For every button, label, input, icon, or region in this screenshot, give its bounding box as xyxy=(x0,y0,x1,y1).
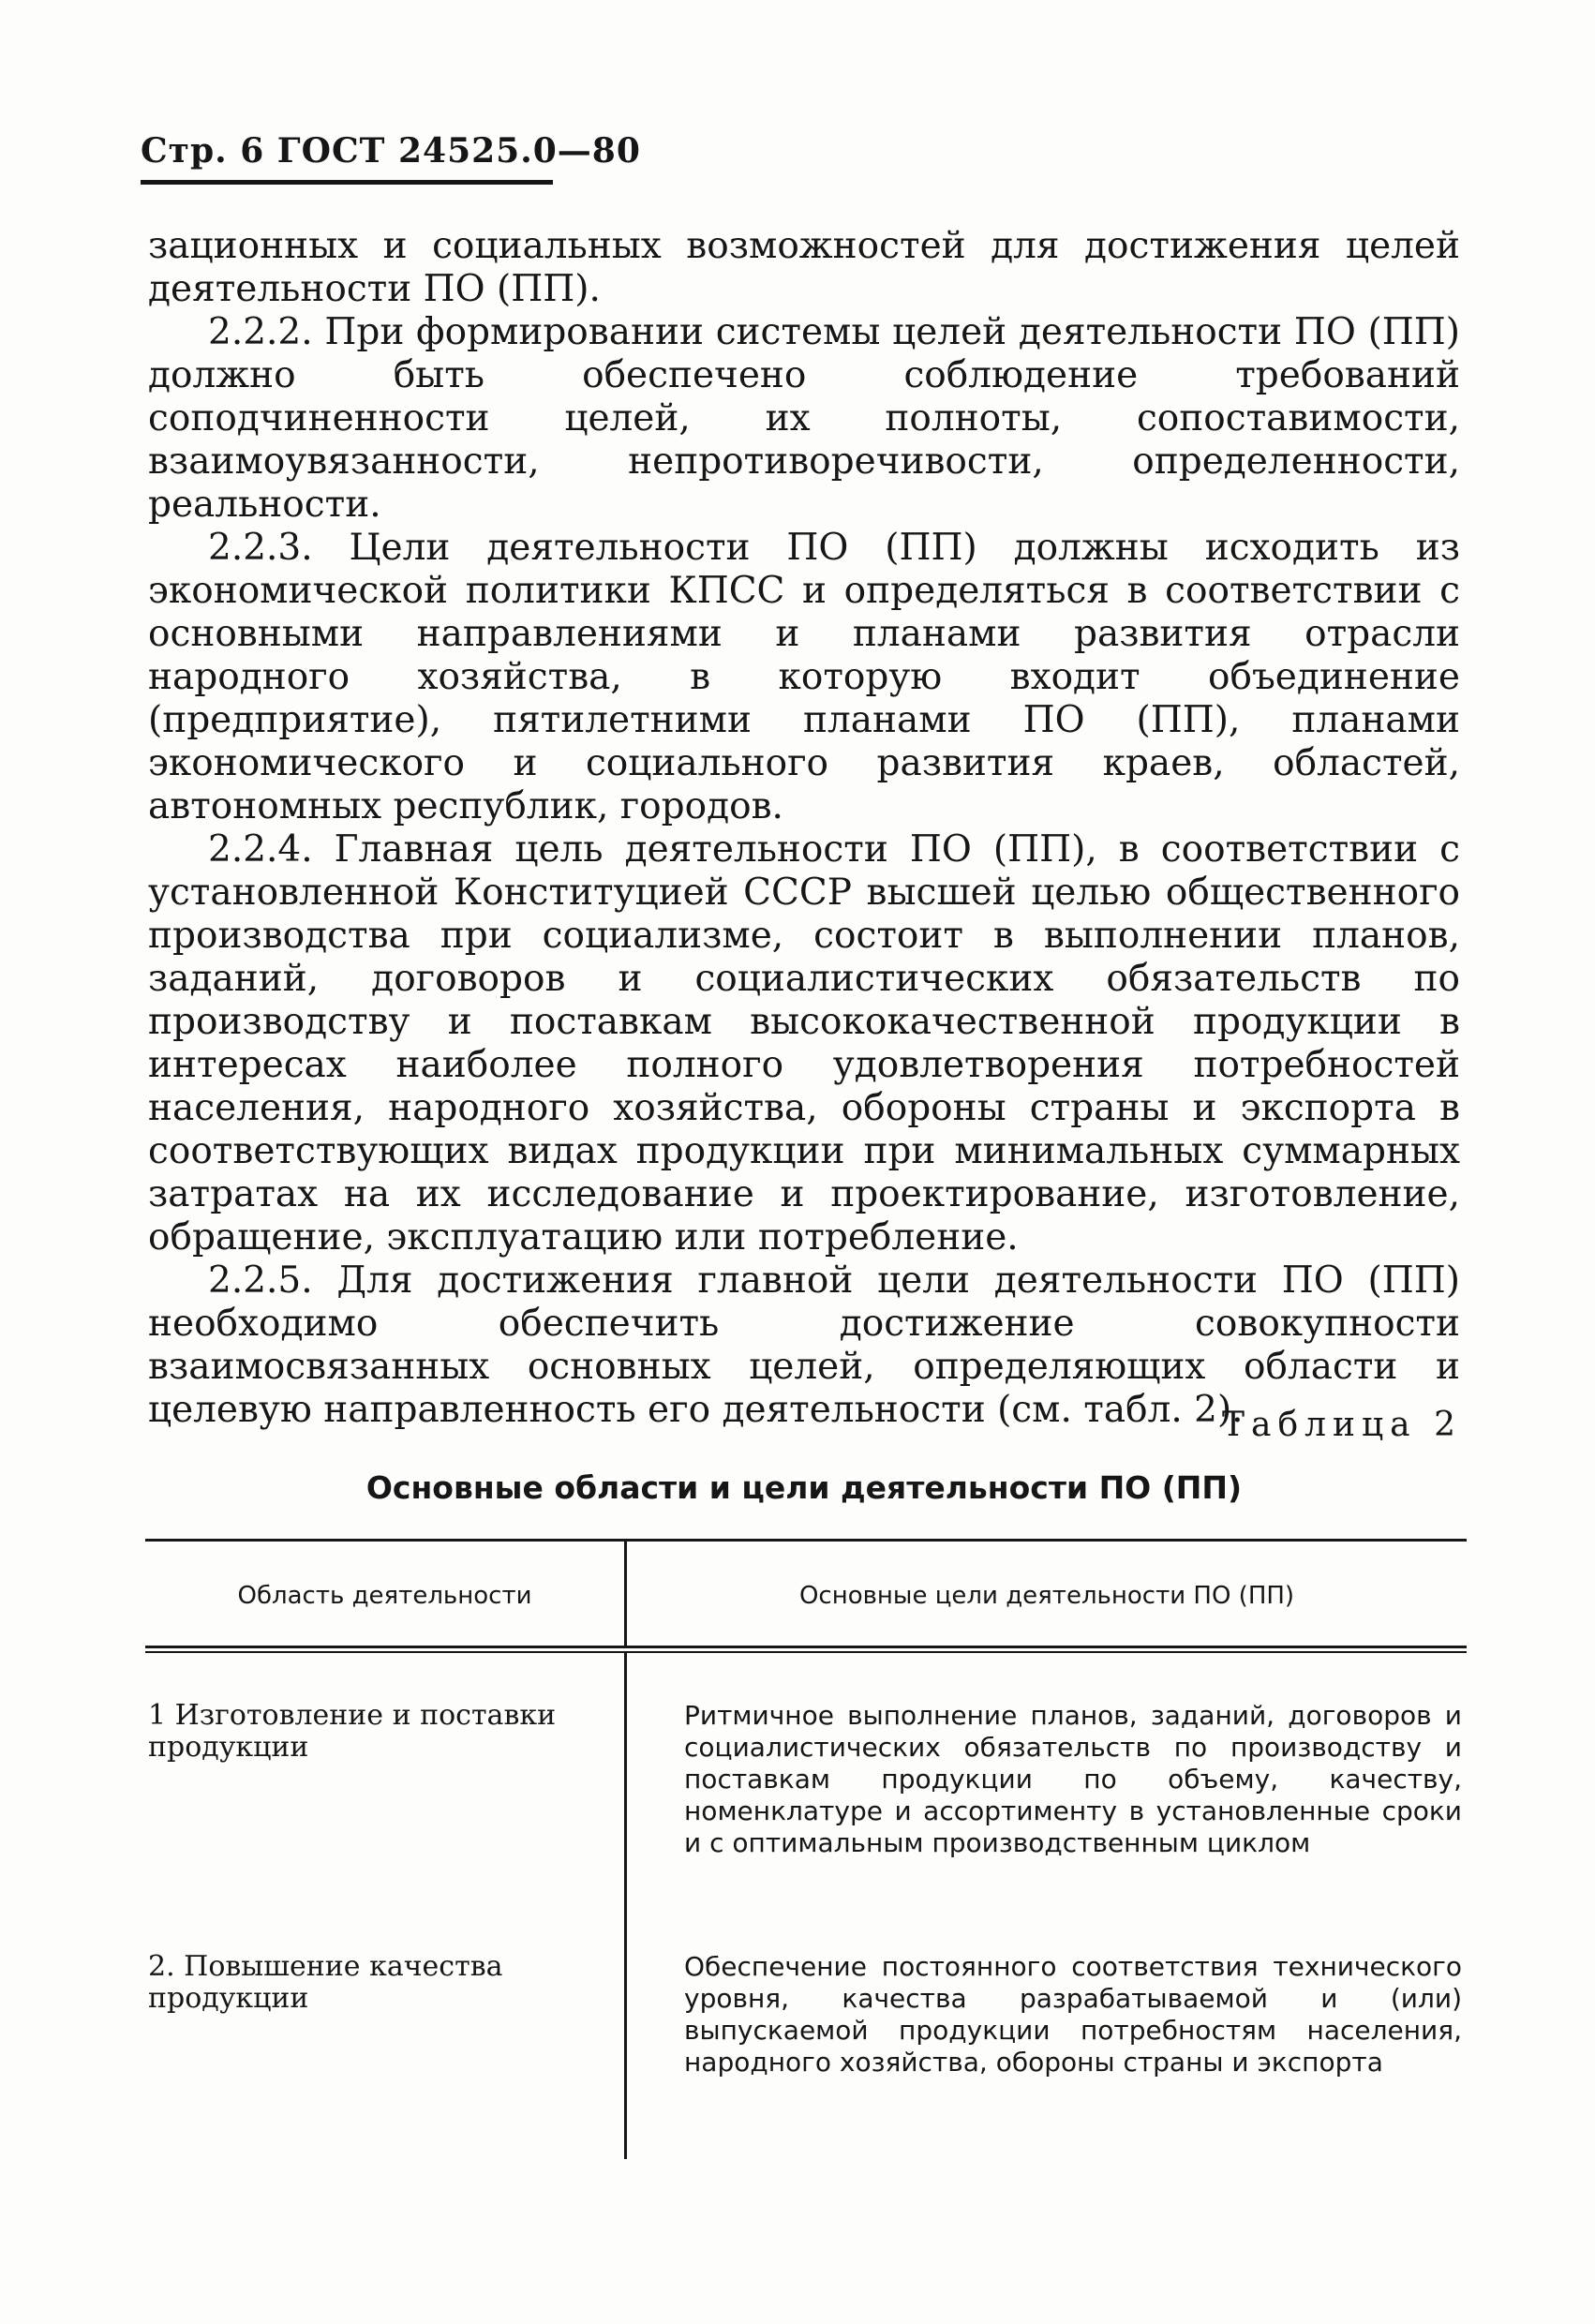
paragraph-2-2-5: 2.2.5. Для достижения главной цели деятельности ПО (ПП) необходимо обеспечить достижение совокупности взаимосвязанных основных целей, определяющих области и целевую направленность его деятельности (см. табл. 2). xyxy=(148,1259,1460,1431)
table-row-2-area: 2. Повышение качества продукции xyxy=(148,1950,503,2015)
table-number: Таблица 2 xyxy=(1222,1406,1462,1444)
paragraph-2-2-3: 2.2.3. Цели деятельности ПО (ПП) должны исходить из экономической политики КПСС и определяться в соответствии с основными направлениями и планами развития отрасли народного хозяйства, в которую входит объединение (предприятие), пятилетними планами ПО (ПП), планами экономического и социального развития краев, областей, автономных республик, городов. xyxy=(148,527,1460,827)
table-header-rule-double xyxy=(145,1651,1467,1653)
column-header-area: Область деятельности xyxy=(237,1582,532,1610)
table-row-1-goal: Ритмичное выполнение планов, заданий, договоров и социалистических обязательств по производству и поставкам продукции по объему, качеству, номенклатуре и ассортименту в установленные сроки и с оптимальным производственным циклом xyxy=(684,1700,1462,1858)
table-row-2-goal: Обеспечение постоянного соответствия технического уровня, качества разрабатываемой и (или) выпускаемой продукции потребностям населения, народного хозяйства, обороны страны и экспорта xyxy=(684,1951,1462,2078)
body-text xyxy=(148,225,1460,1432)
table-title: Основные области и цели деятельности ПО (ПП) xyxy=(365,1469,1243,1506)
page-header: Стр. 6 ГОСТ 24525.0—80 xyxy=(141,131,641,171)
paragraph-2-2-4: 2.2.4. Главная цель деятельности ПО (ПП), в соответствии с установленной Конституцией СССР высшей целью общественного производства при социализме, состоит в выполнении планов, заданий, договоров и социалистических обязательств по производству и поставкам высококачественной продукции в интересах наиболее полного удовлетворения потребностей населения, народного хозяйства, обороны страны и экспорта в соответствующих видах продукции при минимальных суммарных затратах на их исследование и проектирование, изготовление, обращение, эксплуатацию или потребление. xyxy=(148,828,1460,1259)
table-header-divider xyxy=(624,1541,627,1646)
table-row-1-area: 1 Изготовление и поставки продукции xyxy=(148,1699,557,1764)
table-body-divider xyxy=(624,1653,627,2159)
paragraph-2-2-2: 2.2.2. При формировании системы целей деятельности ПО (ПП) должно быть обеспечено соблюдение требований соподчиненности целей, их полноты, сопоставимости, взаимоувязанности, непротиворечивости, определенности, реальности. xyxy=(148,311,1460,526)
table-header-rule xyxy=(145,1646,1467,1648)
column-header-goals: Основные цели деятельности ПО (ПП) xyxy=(798,1582,1295,1610)
table-top-rule xyxy=(145,1539,1467,1542)
header-underline xyxy=(141,180,553,185)
paragraph-continuation: зационных и социальных возможностей для достижения целей деятельности ПО (ПП). xyxy=(148,225,1460,310)
